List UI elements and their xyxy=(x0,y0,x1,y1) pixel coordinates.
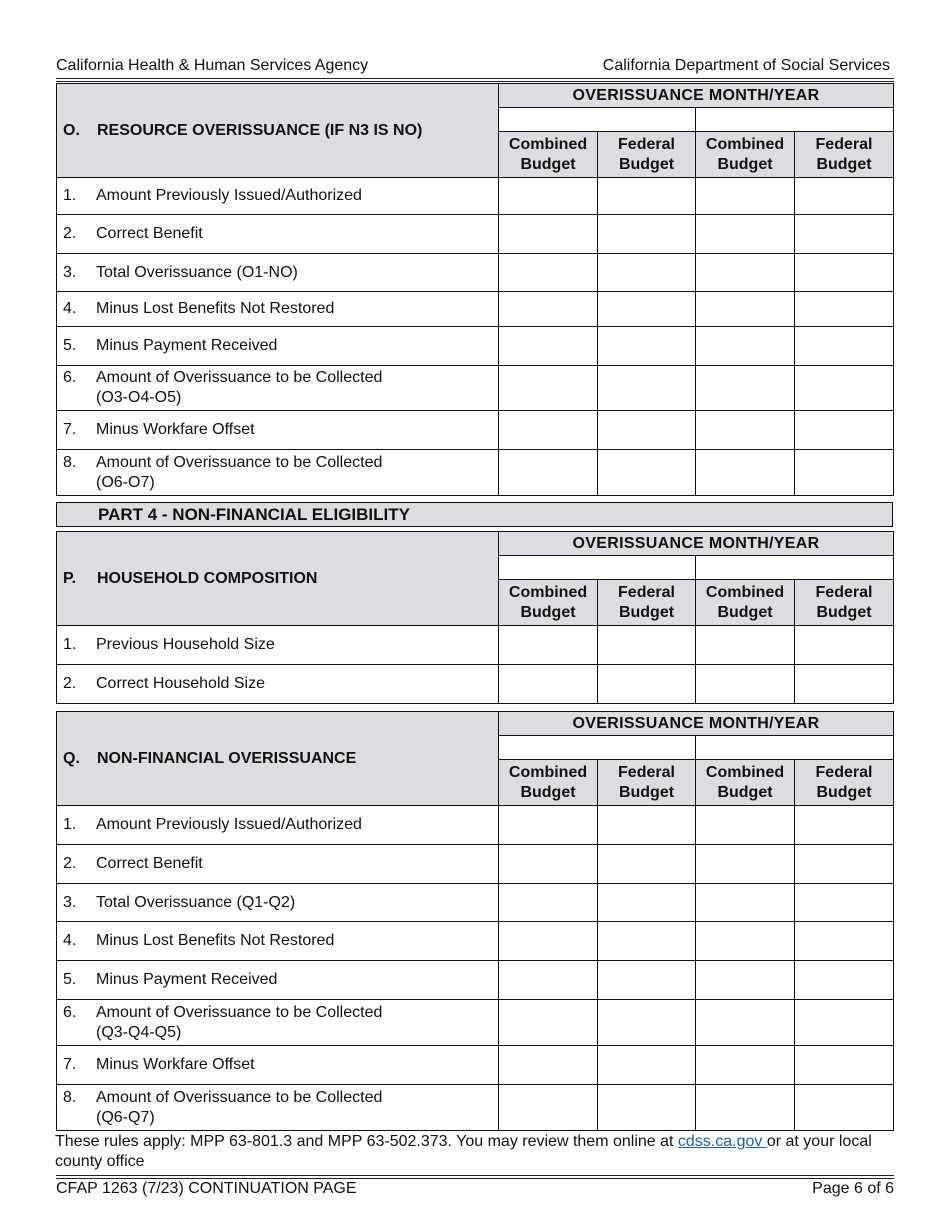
table-row xyxy=(57,254,894,292)
amount-input-cell[interactable] xyxy=(598,366,696,411)
amount-input-cell[interactable] xyxy=(795,665,894,704)
amount-input-cell[interactable] xyxy=(795,1000,894,1046)
combined-budget-header xyxy=(696,760,795,806)
amount-input-cell[interactable] xyxy=(598,845,696,884)
amount-input-cell[interactable] xyxy=(499,215,598,254)
combined-label: Combined xyxy=(705,135,785,153)
row-number: 1. xyxy=(63,816,77,833)
row-number: 7. xyxy=(63,1056,77,1073)
row-label-cell xyxy=(57,450,499,496)
footer-rule xyxy=(56,1175,894,1176)
row-label-line: Correct Benefit xyxy=(96,225,203,242)
amount-input-cell[interactable] xyxy=(795,215,894,254)
row-label xyxy=(96,893,295,913)
federal-budget-header xyxy=(598,132,696,178)
row-label xyxy=(96,970,277,990)
amount-input-cell[interactable] xyxy=(696,1046,795,1085)
amount-input-cell[interactable] xyxy=(795,922,894,961)
row-label-cell xyxy=(57,411,499,450)
amount-input-cell[interactable] xyxy=(696,254,795,292)
budget-label: Budget xyxy=(520,783,576,801)
section-title-cell xyxy=(57,712,499,806)
row-label-line: Minus Workfare Offset xyxy=(96,421,255,438)
budget-label: Budget xyxy=(816,603,872,621)
table-row xyxy=(57,1000,894,1046)
amount-input-cell[interactable] xyxy=(696,845,795,884)
section-title-cell xyxy=(57,84,499,178)
row-label-formula: (O6-O7) xyxy=(96,473,155,491)
federal-budget-header xyxy=(598,760,696,806)
row-number: 6. xyxy=(63,1003,77,1021)
table-row xyxy=(57,961,894,1000)
combined-label: Combined xyxy=(508,763,588,781)
row-number: 1. xyxy=(63,636,77,653)
row-number: 5. xyxy=(63,337,77,354)
header-row xyxy=(57,712,894,736)
department-name: California Department of Social Services xyxy=(602,57,890,74)
row-label-cell xyxy=(57,806,499,845)
row-label xyxy=(96,420,255,440)
section-title: HOUSEHOLD COMPOSITION xyxy=(97,569,318,587)
amount-input-cell[interactable] xyxy=(795,961,894,1000)
overissuance-month-year-header: OVERISSUANCE MONTH/YEAR xyxy=(499,84,894,108)
table-row xyxy=(57,178,894,215)
amount-input-cell[interactable] xyxy=(795,1046,894,1085)
amount-input-cell[interactable] xyxy=(795,411,894,450)
row-label-line: Amount Previously Issued/Authorized xyxy=(96,816,362,833)
amount-input-cell[interactable] xyxy=(499,665,598,704)
amount-input-cell[interactable] xyxy=(795,884,894,922)
row-label-cell xyxy=(57,845,499,884)
budget-label: Budget xyxy=(717,603,773,621)
table-row xyxy=(57,450,894,496)
row-number: 3. xyxy=(63,893,77,911)
amount-input-cell[interactable] xyxy=(696,884,795,922)
federal-budget-header xyxy=(795,580,894,626)
amount-input-cell[interactable] xyxy=(598,1046,696,1085)
amount-input-cell[interactable] xyxy=(795,845,894,884)
overissuance-month-year-header: OVERISSUANCE MONTH/YEAR xyxy=(499,712,894,736)
row-label-line: Amount of Overissuance to be Collected xyxy=(96,1088,383,1106)
page-number: Page 6 of 6 xyxy=(812,1180,894,1197)
page-footer xyxy=(56,1180,894,1198)
budget-label: Budget xyxy=(717,155,773,173)
amount-input-cell[interactable] xyxy=(598,922,696,961)
table-row xyxy=(57,626,894,665)
row-label xyxy=(96,1055,255,1075)
amount-input-cell[interactable] xyxy=(795,292,894,327)
budget-label: Budget xyxy=(618,783,675,801)
federal-label: Federal xyxy=(815,583,873,601)
federal-budget-header xyxy=(795,760,894,806)
row-label xyxy=(96,453,382,493)
row-label-line: Total Overissuance (Q1-Q2) xyxy=(96,893,296,911)
table-row xyxy=(57,292,894,327)
table-row xyxy=(57,845,894,884)
amount-input-cell[interactable] xyxy=(795,366,894,411)
amount-input-cell[interactable] xyxy=(696,366,795,411)
amount-input-cell[interactable] xyxy=(499,626,598,665)
row-label xyxy=(96,674,265,694)
amount-input-cell[interactable] xyxy=(696,626,795,665)
amount-input-cell[interactable] xyxy=(696,450,795,496)
row-label-cell xyxy=(57,254,499,292)
amount-input-cell[interactable] xyxy=(598,178,696,215)
amount-input-cell[interactable] xyxy=(598,215,696,254)
federal-label: Federal xyxy=(618,135,675,153)
row-label xyxy=(96,931,334,951)
amount-input-cell[interactable] xyxy=(499,292,598,327)
budget-label: Budget xyxy=(618,155,675,173)
month-year-input-1[interactable] xyxy=(499,736,696,760)
amount-input-cell[interactable] xyxy=(696,665,795,704)
row-label-line: Total Overissuance (O1-NO) xyxy=(96,263,298,281)
amount-input-cell[interactable] xyxy=(499,366,598,411)
row-label-cell xyxy=(57,626,499,665)
row-label xyxy=(96,224,203,244)
amount-input-cell[interactable] xyxy=(598,884,696,922)
combined-label: Combined xyxy=(705,763,785,781)
amount-input-cell[interactable] xyxy=(696,806,795,845)
amount-input-cell[interactable] xyxy=(598,411,696,450)
budget-label: Budget xyxy=(520,603,576,621)
footnote-text: These rules apply: MPP 63-801.3 and MPP 63-502.373. You may review them online at xyxy=(55,1133,678,1150)
row-label-cell xyxy=(57,665,499,704)
amount-input-cell[interactable] xyxy=(499,1046,598,1085)
part4-title: PART 4 - NON-FINANCIAL ELIGIBILITY xyxy=(98,505,410,524)
header-row xyxy=(57,532,894,556)
section-letter: O. xyxy=(63,121,80,139)
row-label xyxy=(96,336,277,356)
table-row xyxy=(57,884,894,922)
budget-label: Budget xyxy=(618,603,675,621)
combined-label: Combined xyxy=(508,583,588,601)
part4-heading xyxy=(56,502,893,527)
section-q-table xyxy=(56,711,894,1131)
header-rule-thin xyxy=(56,81,894,82)
amount-input-cell[interactable] xyxy=(598,327,696,366)
section-letter: P. xyxy=(63,569,77,587)
combined-budget-header xyxy=(696,580,795,626)
table-row xyxy=(57,327,894,366)
combined-budget-header xyxy=(499,580,598,626)
month-year-input-2[interactable] xyxy=(696,556,894,580)
month-year-input-2[interactable] xyxy=(696,736,894,760)
row-label xyxy=(96,815,362,835)
federal-label: Federal xyxy=(618,583,675,601)
combined-budget-header xyxy=(696,132,795,178)
table-row xyxy=(57,665,894,704)
amount-input-cell[interactable] xyxy=(598,450,696,496)
form-id: CFAP 1263 (7/23) CONTINUATION PAGE xyxy=(56,1180,357,1197)
row-label-line: Minus Lost Benefits Not Restored xyxy=(96,932,335,949)
budget-label: Budget xyxy=(520,155,576,173)
amount-input-cell[interactable] xyxy=(598,1085,696,1131)
row-label-line: Minus Lost Benefits Not Restored xyxy=(96,300,335,317)
overissuance-month-year-header: OVERISSUANCE MONTH/YEAR xyxy=(499,532,894,556)
amount-input-cell[interactable] xyxy=(696,1000,795,1046)
row-label-line: Correct Household Size xyxy=(96,675,265,692)
row-label-formula: (Q6-Q7) xyxy=(96,1108,155,1126)
amount-input-cell[interactable] xyxy=(696,961,795,1000)
row-label xyxy=(96,1003,382,1043)
federal-budget-header xyxy=(598,580,696,626)
amount-input-cell[interactable] xyxy=(795,178,894,215)
combined-label: Combined xyxy=(705,583,785,601)
federal-label: Federal xyxy=(618,763,675,781)
row-label-line: Amount of Overissuance to be Collected xyxy=(96,453,383,471)
combined-budget-header xyxy=(499,760,598,806)
footer-rule-thin xyxy=(56,1178,894,1179)
amount-input-cell[interactable] xyxy=(696,1085,795,1131)
amount-input-cell[interactable] xyxy=(499,254,598,292)
table-row xyxy=(57,411,894,450)
budget-label: Budget xyxy=(816,155,872,173)
row-label xyxy=(96,1088,382,1128)
month-year-input-1[interactable] xyxy=(499,108,696,132)
section-title: NON-FINANCIAL OVERISSUANCE xyxy=(97,749,357,767)
row-label-line: Minus Payment Received xyxy=(96,337,278,354)
table-row xyxy=(57,366,894,411)
table-row xyxy=(57,922,894,961)
row-label xyxy=(96,186,362,206)
row-label-cell xyxy=(57,961,499,1000)
row-label xyxy=(96,368,382,408)
row-label-formula: (Q3-Q4-Q5) xyxy=(96,1023,182,1041)
row-number: 4. xyxy=(63,300,77,317)
amount-input-cell[interactable] xyxy=(598,626,696,665)
amount-input-cell[interactable] xyxy=(795,806,894,845)
row-label-line: Minus Workfare Offset xyxy=(96,1056,255,1073)
month-year-input-2[interactable] xyxy=(696,108,894,132)
row-label-cell xyxy=(57,327,499,366)
amount-input-cell[interactable] xyxy=(598,1000,696,1046)
header-rule xyxy=(56,78,894,79)
amount-input-cell[interactable] xyxy=(499,961,598,1000)
amount-input-cell[interactable] xyxy=(795,626,894,665)
combined-label: Combined xyxy=(508,135,588,153)
row-label-line: Amount of Overissuance to be Collected xyxy=(96,1003,383,1021)
amount-input-cell[interactable] xyxy=(598,806,696,845)
section-o-table xyxy=(56,83,894,496)
amount-input-cell[interactable] xyxy=(598,665,696,704)
row-label xyxy=(96,635,275,655)
federal-label: Federal xyxy=(815,135,873,153)
row-label-cell xyxy=(57,1000,499,1046)
row-label-cell xyxy=(57,884,499,922)
row-number: 2. xyxy=(63,675,77,692)
table-row xyxy=(57,1085,894,1131)
row-number: 8. xyxy=(63,453,77,471)
section-letter: Q. xyxy=(63,749,80,767)
row-label-cell xyxy=(57,922,499,961)
amount-input-cell[interactable] xyxy=(795,450,894,496)
amount-input-cell[interactable] xyxy=(696,215,795,254)
table-row xyxy=(57,806,894,845)
cdss-link[interactable]: cdss.ca.gov xyxy=(677,1133,767,1150)
page-header xyxy=(56,53,890,75)
row-label xyxy=(96,299,334,319)
amount-input-cell[interactable] xyxy=(499,411,598,450)
row-number: 6. xyxy=(63,369,77,386)
row-number: 8. xyxy=(63,1088,77,1106)
row-label-cell xyxy=(57,1085,499,1131)
row-label xyxy=(96,263,298,283)
amount-input-cell[interactable] xyxy=(499,1000,598,1046)
row-label-cell xyxy=(57,215,499,254)
amount-input-cell[interactable] xyxy=(499,806,598,845)
table-row xyxy=(57,1046,894,1085)
amount-input-cell[interactable] xyxy=(696,922,795,961)
amount-input-cell[interactable] xyxy=(598,961,696,1000)
amount-input-cell[interactable] xyxy=(696,178,795,215)
row-number: 5. xyxy=(63,971,77,988)
budget-label: Budget xyxy=(816,783,872,801)
federal-label: Federal xyxy=(815,763,873,781)
row-label-line: Amount Previously Issued/Authorized xyxy=(96,187,362,204)
row-label-line: Amount of Overissuance to be Collected xyxy=(96,369,383,386)
amount-input-cell[interactable] xyxy=(499,884,598,922)
row-number: 7. xyxy=(63,421,77,438)
row-number: 2. xyxy=(63,855,77,872)
agency-name: California Health & Human Services Agency xyxy=(56,57,369,74)
rules-footnote xyxy=(55,1132,900,1172)
table-row xyxy=(57,215,894,254)
row-label-cell xyxy=(57,366,499,411)
section-title: RESOURCE OVERISSUANCE (IF N3 IS NO) xyxy=(97,121,423,139)
section-title-cell xyxy=(57,532,499,626)
amount-input-cell[interactable] xyxy=(696,292,795,327)
row-label xyxy=(96,854,203,874)
row-label-line: Correct Benefit xyxy=(96,855,203,872)
row-number: 2. xyxy=(63,225,77,242)
amount-input-cell[interactable] xyxy=(598,292,696,327)
amount-input-cell[interactable] xyxy=(696,327,795,366)
amount-input-cell[interactable] xyxy=(795,1085,894,1131)
amount-input-cell[interactable] xyxy=(499,327,598,366)
row-label-cell xyxy=(57,178,499,215)
amount-input-cell[interactable] xyxy=(499,922,598,961)
amount-input-cell[interactable] xyxy=(499,1085,598,1131)
federal-budget-header xyxy=(795,132,894,178)
month-year-input-1[interactable] xyxy=(499,556,696,580)
row-label-formula: (O3-O4-O5) xyxy=(96,389,182,406)
amount-input-cell[interactable] xyxy=(598,254,696,292)
header-row xyxy=(57,84,894,108)
budget-label: Budget xyxy=(717,783,773,801)
row-label-cell xyxy=(57,292,499,327)
row-label-line: Previous Household Size xyxy=(96,636,275,653)
row-label-cell xyxy=(57,1046,499,1085)
combined-budget-header xyxy=(499,132,598,178)
footnote-text-end: or at your local county office xyxy=(55,1133,872,1170)
row-number: 1. xyxy=(63,187,77,204)
amount-input-cell[interactable] xyxy=(795,254,894,292)
row-label-line: Minus Payment Received xyxy=(96,971,278,988)
amount-input-cell[interactable] xyxy=(696,411,795,450)
amount-input-cell[interactable] xyxy=(795,327,894,366)
section-p-table xyxy=(56,531,894,704)
row-number: 4. xyxy=(63,932,77,949)
row-number: 3. xyxy=(63,263,77,281)
amount-input-cell[interactable] xyxy=(499,178,598,215)
amount-input-cell[interactable] xyxy=(499,845,598,884)
amount-input-cell[interactable] xyxy=(499,450,598,496)
